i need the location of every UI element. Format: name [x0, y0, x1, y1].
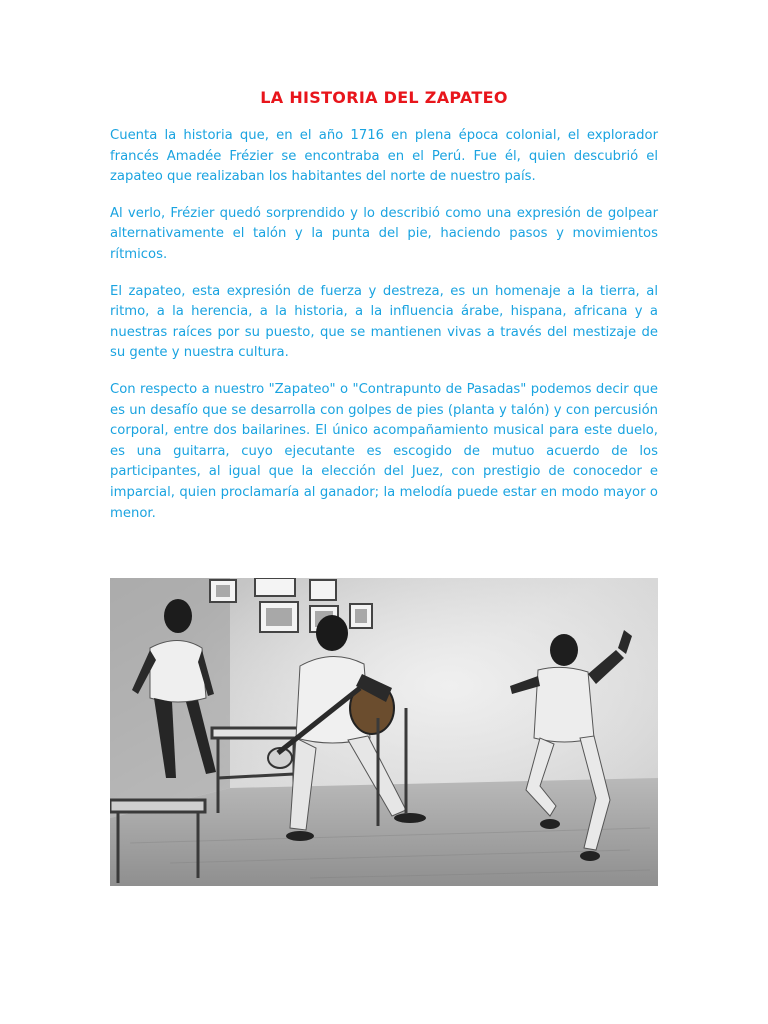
zapateo-photo [110, 578, 658, 886]
paragraph-3: El zapateo, esta expresión de fuerza y destreza, es un homenaje a la tierra, al ritmo, a la herencia, a la historia, a la influencia árabe, hispana, africana y a nuestras raíces por su puesto, que se mantienen vivas a través del mestizaje de su gente y nuestra cultura. [110, 283, 658, 361]
paragraph-1: Cuenta la historia que, en el año 1716 en plena época colonial, el explorador francés Amadée Frézier se encontraba en el Perú. Fue él, quien descubrió el zapateo que realizaban los habitantes del norte de nuestro país. [110, 128, 658, 185]
paragraph-2: Al verlo, Frézier quedó sorprendido y lo describió como una expresión de golpear alternativamente el talón y la punta del pie, haciendo pasos y movimientos rítmicos. [110, 205, 658, 262]
article-body [110, 126, 658, 540]
paragraph-4: Con respecto a nuestro "Zapateo" o "Contrapunto de Pasadas" podemos decir que es un desafío que se desarrolla con golpes de pies (planta y talón) y con percusión corporal, entre dos bailarines. El único acompañamiento musical para este duelo, es una guitarra, cuyo ejecutante es escogido de mutuo acuerdo de los participantes, al igual que la elección del Juez, con prestigio de conocedor e imparcial, quien proclamaría al ganador; la melodía puede estar en modo mayor o menor. [110, 381, 658, 521]
page-title: LA HISTORIA DEL ZAPATEO [260, 88, 508, 107]
